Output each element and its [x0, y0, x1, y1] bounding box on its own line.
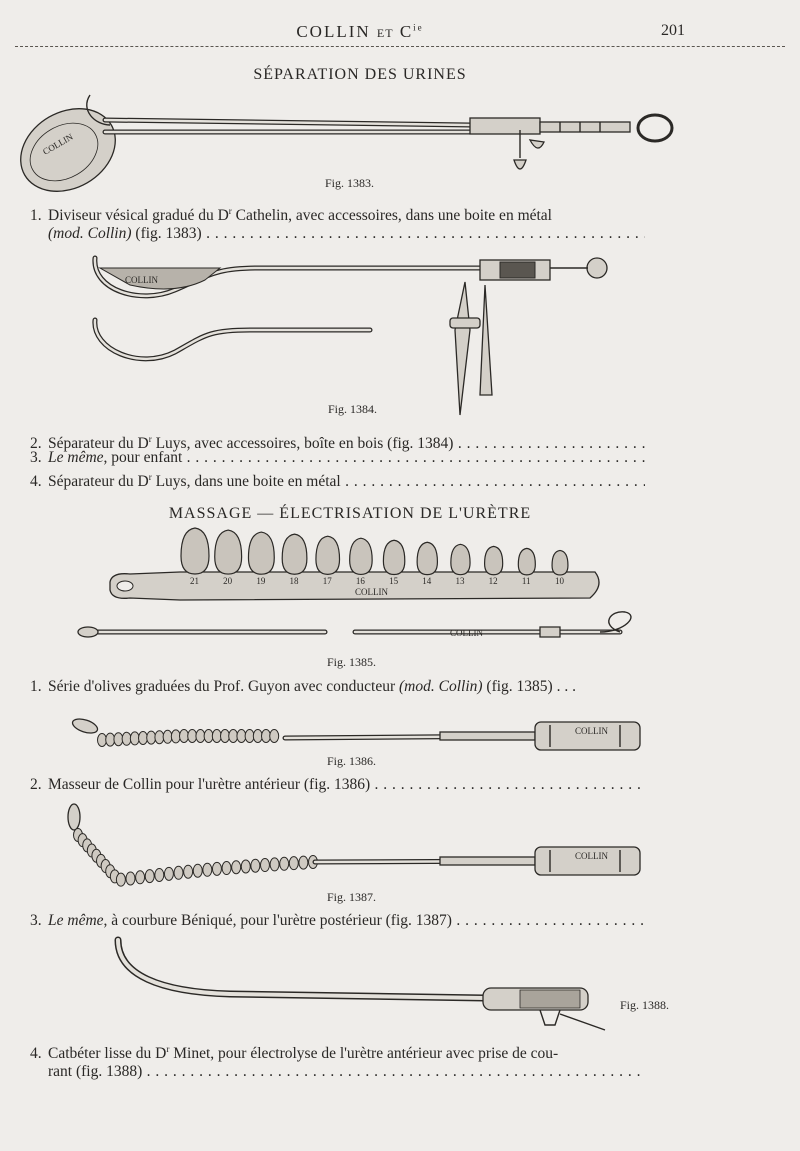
engraving-1383: COLLIN [41, 131, 75, 157]
publisher-name: COLLIN [296, 22, 371, 41]
section-title-separation: SÉPARATION DES URINES [253, 66, 467, 83]
item-number: 2. [30, 776, 42, 793]
item-italic: Le même [48, 449, 104, 466]
item-text: Séparateur du D [48, 473, 149, 491]
item-number: 3. [30, 912, 42, 929]
page-number: 201 [661, 22, 685, 39]
item-text-cont: Luys, avec accessoires, boîte en bois (fig. 1384) [151, 435, 454, 453]
item-sup: r [228, 206, 232, 216]
item-text: , à courbure Béniqué, pour l'urètre postérieur (fig. 1387) [103, 912, 452, 929]
olive-size-label: 19 [256, 576, 266, 586]
item-text: Série d'olives graduées du Prof. Guyon avec conducteur [48, 678, 400, 695]
olive-size-label: 16 [355, 576, 365, 586]
engraving-1387: COLLIN [575, 851, 608, 861]
engraving-1385a: COLLIN [355, 587, 388, 597]
item-sup: r [148, 472, 152, 482]
item-text: Séparateur du D [48, 435, 149, 453]
item-text-cont: Minet, pour électrolyse de l'urètre antérieur avec prise de cou- [169, 1045, 559, 1063]
fig-1388-label: Fig. 1388. [620, 998, 670, 1012]
fig-1385-label: Fig. 1385. [327, 655, 377, 669]
item-italic: (mod. Collin) [399, 678, 483, 695]
item-text-rest: (fig. 1385) . . . [482, 678, 576, 695]
item-number: 4. [30, 473, 42, 491]
fig-1384-label: Fig. 1384. [328, 402, 378, 416]
fig-1383-label: Fig. 1383. [325, 176, 375, 190]
item-italic: Le même [48, 912, 104, 929]
item-number: 1. [30, 678, 42, 695]
olive-size-label: 17 [322, 576, 332, 586]
olive-size-label: 15 [389, 576, 399, 586]
item-italic: (mod. Collin) [48, 225, 132, 243]
item-text: Catbéter lisse du D [48, 1045, 167, 1063]
olive-size-label: 12 [488, 576, 498, 586]
fig-1387-label: Fig. 1387. [327, 890, 377, 904]
header-cie-sup: ie [413, 22, 424, 33]
engraving-1386: COLLIN [575, 726, 608, 736]
item-sup: r [148, 434, 152, 444]
engraving-1384: COLLIN [125, 275, 158, 285]
olive-size-label: 18 [289, 576, 299, 586]
item-number: 2. [30, 435, 42, 453]
item-number: 3. [30, 449, 42, 466]
item-text-cont: Cathelin, avec accessoires, dans une boite en métal [231, 207, 552, 225]
item-text: Masseur de Collin pour l'urètre antérieur (fig. 1386) [48, 776, 371, 793]
section-title-massage: MASSAGE — ÉLECTRISATION DE L'URÈTRE [168, 505, 532, 522]
item-text-cont: Luys, dans une boite en métal [151, 473, 341, 491]
item-text-line2: rant (fig. 1388) [48, 1063, 143, 1081]
olive-size-label: 14 [422, 576, 432, 586]
item-number: 1. [30, 207, 42, 225]
olive-size-label: 11 [521, 576, 531, 586]
fig-1386-label: Fig. 1386. [327, 754, 377, 768]
header-cie: C [399, 22, 414, 41]
engraving-1385b: COLLIN [450, 628, 483, 638]
olive-size-label: 13 [455, 576, 465, 586]
olive-size-label: 10 [555, 576, 564, 586]
item-text: Diviseur vésical gradué du D [48, 207, 229, 225]
olive-size-label: 21 [190, 576, 199, 586]
item-text: , pour enfant [103, 449, 183, 466]
item-text-rest: (fig. 1383) [131, 225, 202, 243]
item-number: 4. [30, 1045, 42, 1063]
item-sup: r [166, 1044, 170, 1054]
header-et: ET [376, 26, 394, 40]
item-catheter-minet [30, 1040, 645, 1081]
olive-size-label: 20 [223, 576, 233, 586]
